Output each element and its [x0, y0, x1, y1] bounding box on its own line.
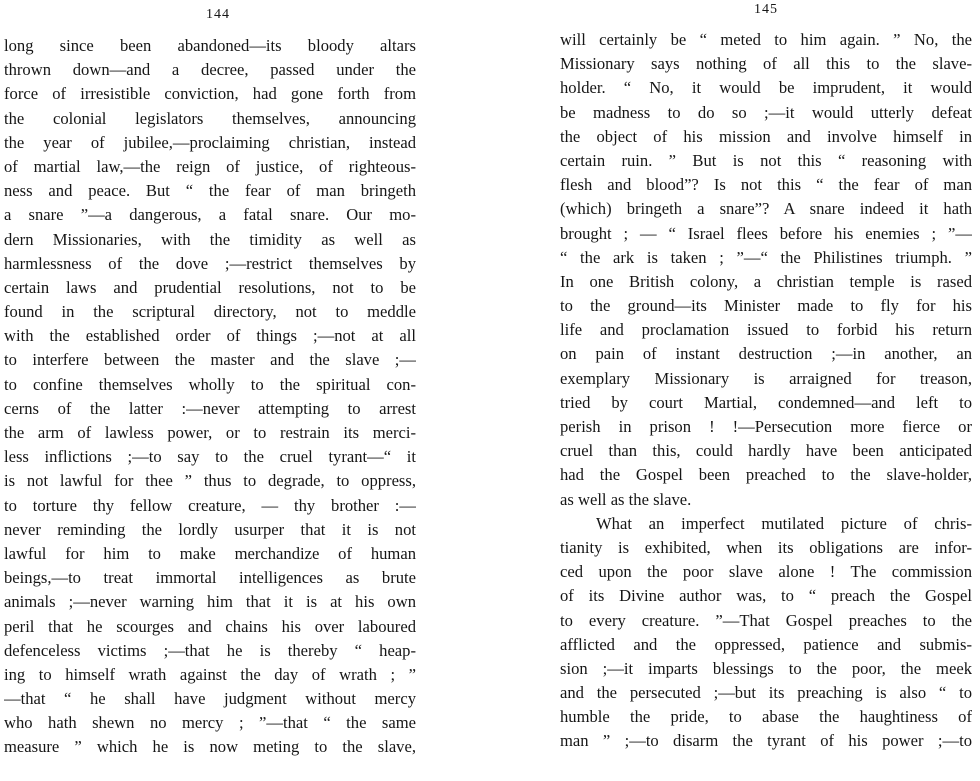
text-line: Missionary says nothing of all this to the slave-	[560, 54, 972, 74]
text-line: peril that he scourges and chains his over laboured	[4, 616, 416, 636]
text-line: lawful for him to make merchandize of human	[4, 543, 416, 563]
text-line: to the ground—its Minister made to fly for his	[560, 296, 972, 316]
text-line: animals ;—never warning him that it is at his own	[4, 592, 416, 612]
text-line: the colonial legislators themselves, announcing	[4, 108, 416, 128]
text-line: perish in prison ! !—Persecution more fierce or	[560, 417, 972, 436]
text-line: beings,—to treat immortal intelligences as brute	[4, 568, 416, 588]
text-line: is not lawful for thee ” thus to degrade, to oppress,	[4, 471, 416, 491]
text-line: to torture thy fellow creature, — thy brother :—	[4, 495, 416, 515]
text-line: man ” ;—to disarm the tyrant of his power ;—to	[560, 731, 972, 751]
text-line: less inflictions ;—to say to the cruel tyrant—“ it	[4, 447, 416, 467]
text-line: ing to himself wrath against the day of wrath ; ”	[4, 664, 416, 684]
text-line: defenceless victims ;—that he is thereby “ heap-	[4, 640, 416, 660]
text-line: found in the scriptural directory, not to meddle	[4, 302, 416, 322]
text-line: had the Gospel been preached to the slave-holder,	[560, 465, 972, 485]
text-line: never reminding the lordly usurper that it is not	[4, 519, 416, 539]
text-line: force of irresistible conviction, had gone forth from	[4, 84, 416, 104]
text-line: the object of his mission and involve himself in	[560, 126, 972, 146]
text-line: “ the ark is taken ; ”—“ the Philistines triumph. ”	[560, 247, 972, 267]
text-line: the arm of lawless power, or to restrain its merci-	[4, 423, 416, 442]
text-line: brought ; — “ Israel flees before his enemies ; ”—	[560, 223, 972, 243]
text-line: to confine themselves wholly to the spiritual con-	[4, 374, 416, 394]
text-line: harmlessness of the dove ;—restrict themselves by	[4, 253, 416, 273]
text-line: and the persecuted ;—but its preaching is also “ to	[560, 683, 972, 703]
text-line: flesh and blood”? Is not this “ the fear of man	[560, 175, 972, 195]
text-line: with the established order of things ;—not at all	[4, 326, 416, 346]
text-line: certain ruin. ” But is not this “ reasoning with	[560, 150, 972, 170]
text-line: thrown down—and a decree, passed under the	[4, 60, 416, 80]
right-page	[560, 0, 972, 781]
text-line: cerns of the latter :—never attempting to arrest	[4, 398, 416, 418]
text-line: ced upon the poor slave alone ! The commission	[560, 562, 972, 582]
text-line: sion ;—it imparts blessings to the poor, the meek	[560, 658, 972, 678]
text-line: life and proclamation issued to forbid his return	[560, 320, 972, 340]
text-line: What an imperfect mutilated picture of chris-	[596, 513, 972, 533]
text-line: —that “ he shall have judgment without mercy	[4, 689, 416, 709]
right-page-text	[560, 28, 972, 754]
text-line: (which) bringeth a snare”? A snare indeed it hath	[560, 199, 972, 219]
text-line: certain laws and prudential resolutions, not to be	[4, 277, 416, 297]
text-line: tianity is exhibited, when its obligations are infor-	[560, 537, 972, 557]
right-page-number: 145	[754, 2, 778, 17]
text-line: as well as the slave.	[560, 489, 692, 509]
text-line: long since been abandoned—its bloody altars	[4, 36, 416, 55]
text-line: to interfere between the master and the slave ;—	[4, 350, 416, 370]
left-page	[4, 0, 416, 781]
text-line: a snare ”—a dangerous, a fatal snare. Our mo-	[4, 205, 416, 225]
text-line: holder. “ No, it would be imprudent, it would	[560, 78, 972, 98]
text-line: afflicted and the oppressed, patience and submis-	[560, 634, 972, 654]
book-gutter	[488, 0, 489, 781]
left-page-number: 144	[206, 7, 230, 22]
text-line: exemplary Missionary is arraigned for treason,	[560, 368, 972, 388]
text-line: ness and peace. But “ the fear of man bringeth	[4, 181, 416, 201]
text-line: will certainly be “ meted to him again. ” No, the	[560, 30, 972, 49]
text-line: who hath shewn no mercy ; ”—that “ the same	[4, 713, 416, 733]
text-line: humble the pride, to abase the haughtiness of	[560, 707, 972, 727]
text-line: the year of jubilee,—proclaiming christian, instead	[4, 132, 416, 152]
text-line: cruel than this, could hardly have been anticipated	[560, 441, 972, 461]
text-line: of martial law,—the reign of justice, of righteous-	[4, 156, 416, 176]
text-line: to every creature. ”—That Gospel preaches to the	[560, 610, 972, 630]
text-line: In one British colony, a christian temple is rased	[560, 271, 972, 291]
left-page-text	[4, 34, 416, 760]
text-line: tried by court Martial, condemned—and left to	[560, 392, 972, 412]
text-line: dern Missionaries, with the timidity as well as	[4, 229, 416, 249]
text-line: measure ” which he is now meting to the slave,	[4, 737, 416, 757]
text-line: be madness to do so ;—it would utterly defeat	[560, 102, 972, 122]
text-line: of its Divine author was, to “ preach the Gospel	[560, 586, 972, 606]
text-line: on pain of instant destruction ;—in another, an	[560, 344, 972, 364]
